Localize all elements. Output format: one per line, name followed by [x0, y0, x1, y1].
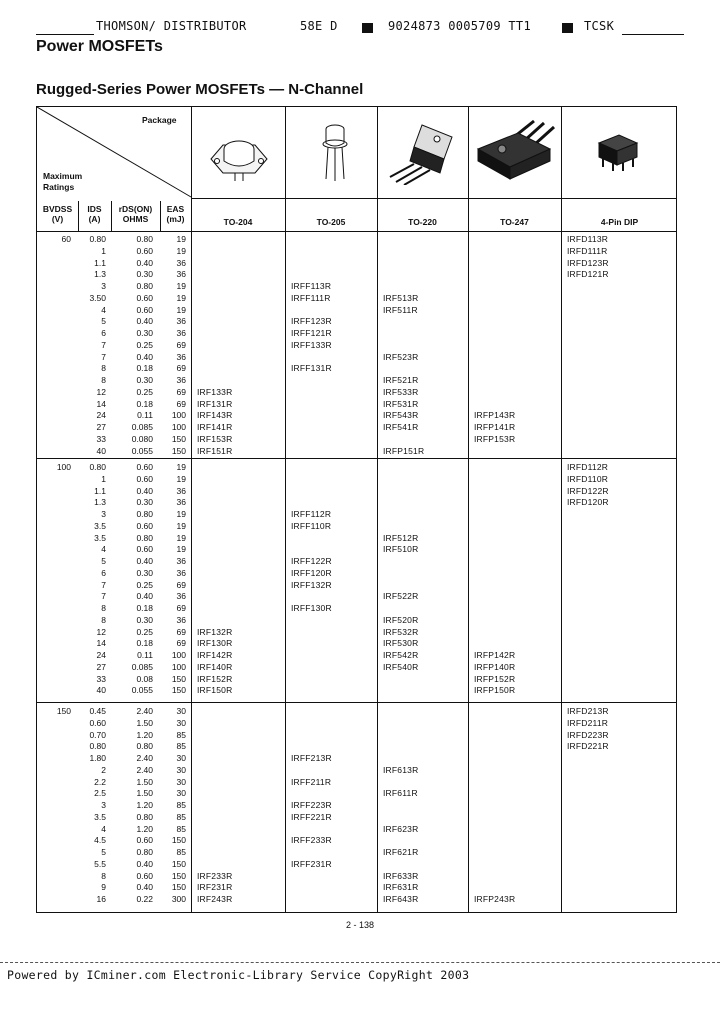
eas-value: 69	[176, 339, 186, 350]
eas-value: 300	[171, 894, 186, 904]
to247-part: IRFP243R	[474, 894, 516, 904]
rds-value: 0.30	[136, 567, 153, 578]
rds-value: 0.60	[136, 544, 153, 555]
ids-value: 5	[101, 847, 106, 857]
eas-value: 19	[176, 281, 186, 291]
ids-value: 2	[101, 764, 106, 775]
eas-value: 36	[176, 257, 186, 268]
to204-part: IRF233R	[197, 870, 233, 881]
to247-part: IRFP152R	[474, 673, 516, 684]
ids-value: 40	[96, 445, 106, 456]
to220-part: IRF633R	[383, 870, 419, 881]
ids-value: 6	[101, 567, 106, 578]
rds-value: 0.30	[136, 375, 153, 385]
eas-value: 30	[176, 764, 186, 775]
eas-value: 36	[176, 328, 186, 338]
rds-value: 0.18	[136, 363, 153, 374]
ids-value: 1.3	[94, 497, 106, 508]
to204-part: IRF133R	[197, 386, 233, 397]
to220-part: IRF631R	[383, 882, 419, 893]
rds-value: 0.085	[131, 661, 153, 672]
to205-part: IRFF133R	[291, 339, 332, 350]
to247-part: IRFP140R	[474, 661, 516, 672]
to205-part: IRFF120R	[291, 567, 332, 578]
eas-value: 30	[176, 788, 186, 799]
rds-value: 0.055	[131, 685, 153, 696]
rds-value: 0.30	[136, 497, 153, 508]
ids-value: 24	[96, 410, 106, 421]
mosfet-table	[36, 106, 677, 913]
ids-value: 2.5	[94, 788, 106, 799]
to205-part: IRFF223R	[291, 800, 332, 810]
group-divider	[37, 702, 676, 703]
eas-value: 36	[176, 351, 186, 362]
to205-package-icon	[315, 119, 355, 183]
ids-value: 0.80	[89, 462, 106, 472]
eas-value: 19	[176, 292, 186, 303]
footer-rule	[0, 962, 720, 963]
eas-value: 100	[171, 410, 186, 421]
dip-package-icon	[589, 119, 645, 175]
rds-value: 0.60	[136, 245, 153, 256]
to205-part: IRFF110R	[291, 520, 332, 531]
to205-part: IRFF113R	[291, 281, 332, 291]
rds-value: 2.40	[136, 764, 153, 775]
ids-value: 0.80	[89, 741, 106, 752]
section-title: Rugged-Series Power MOSFETs — N-Channel	[36, 81, 364, 98]
to205-part: IRFF221R	[291, 811, 332, 822]
to205-part: IRFF123R	[291, 316, 332, 327]
to205-part: IRFF121R	[291, 328, 332, 338]
ids-value: 3	[101, 800, 106, 810]
rds-value: 0.30	[136, 328, 153, 338]
rds-value: 0.40	[136, 485, 153, 496]
eas-value: 150	[171, 870, 186, 881]
eas-value: 19	[176, 520, 186, 531]
to204-part: IRF143R	[197, 410, 233, 421]
rds-value: 2.40	[136, 753, 153, 763]
eas-value: 30	[176, 753, 186, 763]
header-rule-right	[622, 34, 684, 35]
header-bottom-rule	[37, 231, 676, 232]
ids-value: 5	[101, 556, 106, 566]
rds-value: 0.80	[136, 741, 153, 752]
rds-value: 0.60	[136, 473, 153, 484]
rds-value: 0.60	[136, 835, 153, 846]
ids-value: 33	[96, 433, 106, 444]
to220-part: IRF522R	[383, 591, 419, 602]
rds-value: 0.60	[136, 520, 153, 531]
rds-value: 1.20	[136, 729, 153, 740]
eas-value: 36	[176, 497, 186, 508]
eas-value: 69	[176, 626, 186, 637]
ids-value: 14	[96, 638, 106, 649]
to247-part: IRFP142R	[474, 650, 516, 660]
to205-part: IRFF111R	[291, 292, 331, 303]
to247-part: IRFP141R	[474, 422, 516, 432]
ids-value: 3.5	[94, 520, 106, 531]
eas-value: 36	[176, 591, 186, 602]
eas-value: 150	[171, 835, 186, 846]
rds-value: 0.60	[136, 870, 153, 881]
to205-part: IRFF112R	[291, 509, 332, 519]
to220-part: IRF531R	[383, 398, 419, 409]
dip-part: IRFD113R	[567, 234, 609, 244]
rds-value: 0.30	[136, 614, 153, 625]
dip-part: IRFD110R	[567, 473, 609, 484]
ids-value: 3.5	[94, 811, 106, 822]
eas-value: 150	[171, 445, 186, 456]
package-header-to205: TO-205	[316, 217, 346, 227]
eas-value: 100	[171, 650, 186, 660]
eas-value: 30	[176, 717, 186, 728]
ids-value: 8	[101, 614, 106, 625]
rds-value: 0.40	[136, 316, 153, 327]
eas-header: EAS (mJ)	[166, 204, 185, 224]
rds-value: 1.50	[136, 788, 153, 799]
page-title: Power MOSFETs	[36, 38, 163, 55]
to205-part: IRFF132R	[291, 579, 332, 590]
to205-part: IRFF213R	[291, 753, 332, 763]
header-block-mark	[362, 23, 373, 33]
eas-value: 36	[176, 316, 186, 327]
eas-value: 30	[176, 776, 186, 787]
eas-value: 100	[171, 422, 186, 432]
bvdss-header: BVDSS (V)	[42, 204, 73, 224]
to204-part: IRF140R	[197, 661, 233, 672]
dip-part: IRFD120R	[567, 497, 609, 508]
to204-part: IRF153R	[197, 433, 233, 444]
rds-value: 0.40	[136, 591, 153, 602]
ids-value: 12	[96, 626, 106, 637]
ids-value: 12	[96, 386, 106, 397]
rds-value: 2.40	[136, 706, 153, 716]
rds-value: 0.30	[136, 269, 153, 280]
ids-value: 9	[101, 882, 106, 893]
to247-part: IRFP143R	[474, 410, 516, 421]
ids-value: 4	[101, 823, 106, 834]
ids-value: 7	[101, 591, 106, 602]
rds-value: 0.18	[136, 638, 153, 649]
to220-part: IRF623R	[383, 823, 419, 834]
package-header-to247: TO-247	[500, 217, 529, 227]
to220-part: IRF541R	[383, 422, 419, 432]
eas-value: 69	[176, 579, 186, 590]
ids-value: 2.2	[94, 776, 106, 787]
eas-value: 150	[171, 882, 186, 893]
to220-part: IRF643R	[383, 894, 419, 904]
ids-value: 5.5	[94, 858, 106, 869]
eas-value: 36	[176, 375, 186, 385]
ids-value: 24	[96, 650, 106, 660]
rds-value: 0.60	[136, 292, 153, 303]
package-label: Package	[142, 115, 177, 125]
to205-part: IRFF130R	[291, 603, 332, 613]
rds-value: 0.80	[136, 281, 153, 291]
ids-value: 0.60	[89, 717, 106, 728]
rds-value: 1.50	[136, 776, 153, 787]
ids-value: 1.1	[94, 485, 106, 496]
rds-value: 0.11	[137, 650, 153, 660]
ids-value: 27	[96, 661, 106, 672]
rds-header: rDS(ON) OHMS	[118, 204, 153, 224]
eas-value: 19	[176, 304, 186, 315]
to220-part: IRF540R	[383, 661, 419, 672]
ids-value: 1.1	[94, 257, 106, 268]
ids-value: 8	[101, 375, 106, 385]
to220-part: IRF523R	[383, 351, 419, 362]
max-ratings-label: Maximum Ratings	[43, 171, 83, 192]
ids-value: 1.3	[94, 269, 106, 280]
rds-value: 0.055	[131, 445, 153, 456]
to220-package-icon	[382, 119, 464, 185]
rds-value: 0.085	[131, 422, 153, 432]
rds-value: 0.80	[136, 532, 153, 543]
ids-value: 0.70	[89, 729, 106, 740]
ids-value: 3	[101, 281, 106, 291]
rds-value: 0.25	[136, 339, 153, 350]
ids-header: IDS (A)	[87, 204, 102, 224]
eas-value: 36	[176, 556, 186, 566]
rds-value: 0.80	[136, 811, 153, 822]
eas-value: 85	[176, 847, 186, 857]
rds-value: 0.18	[136, 398, 153, 409]
to204-part: IRF130R	[197, 638, 233, 649]
ids-value: 3.50	[89, 292, 106, 303]
dip-part: IRFD211R	[567, 717, 609, 728]
to220-part: IRF613R	[383, 764, 419, 775]
rds-value: 0.60	[136, 462, 153, 472]
ids-value: 7	[101, 339, 106, 350]
to204-package-icon	[207, 119, 271, 183]
bvdss-value: 150	[56, 706, 71, 716]
eas-value: 19	[176, 245, 186, 256]
eas-value: 100	[171, 661, 186, 672]
header-block-mark	[562, 23, 573, 33]
header-distributor: THOMSON/ DISTRIBUTOR	[96, 19, 247, 33]
dip-part: IRFD223R	[567, 729, 609, 740]
eas-value: 36	[176, 614, 186, 625]
rds-value: 1.20	[136, 800, 153, 810]
to220-part: IRF621R	[383, 847, 419, 857]
dip-part: IRFD112R	[567, 462, 609, 472]
dip-part: IRFD221R	[567, 741, 609, 752]
ids-value: 6	[101, 328, 106, 338]
to204-part: IRF142R	[197, 650, 233, 660]
package-row-rule	[191, 198, 676, 199]
eas-value: 19	[176, 473, 186, 484]
eas-value: 36	[176, 485, 186, 496]
to204-part: IRF151R	[197, 445, 233, 456]
eas-value: 19	[176, 462, 186, 472]
rds-value: 0.18	[136, 603, 153, 613]
dip-part: IRFD123R	[567, 257, 609, 268]
ids-value: 1	[101, 473, 106, 484]
dip-part: IRFD213R	[567, 706, 609, 716]
to204-part: IRF141R	[197, 422, 233, 432]
to205-part: IRFF122R	[291, 556, 332, 566]
header-code-2: 9024873 0005709 TT1	[388, 19, 531, 33]
to220-part: IRF512R	[383, 532, 419, 543]
ids-value: 33	[96, 673, 106, 684]
rds-value: 1.20	[136, 823, 153, 834]
eas-value: 150	[171, 858, 186, 869]
ids-value: 1	[101, 245, 106, 256]
eas-value: 150	[171, 433, 186, 444]
eas-value: 69	[176, 398, 186, 409]
rds-value: 0.25	[136, 386, 153, 397]
rds-value: 0.40	[136, 351, 153, 362]
dip-part: IRFD122R	[567, 485, 609, 496]
header-rule-left	[36, 34, 94, 35]
dip-part: IRFD121R	[567, 269, 609, 280]
to220-part: IRF530R	[383, 638, 419, 649]
rds-value: 0.25	[136, 626, 153, 637]
to204-part: IRF231R	[197, 882, 233, 893]
col-divider	[285, 107, 286, 912]
package-header-to204: TO-204	[223, 217, 253, 227]
to205-part: IRFF211R	[291, 776, 332, 787]
package-header-to220: TO-220	[408, 217, 437, 227]
rds-value: 0.80	[136, 509, 153, 519]
to220-part: IRFP151R	[383, 445, 425, 456]
ids-value: 0.45	[89, 706, 106, 716]
dip-part: IRFD111R	[567, 245, 608, 256]
group-divider	[37, 458, 676, 459]
rds-value: 0.080	[131, 433, 153, 444]
col-divider	[468, 107, 469, 912]
ids-value: 8	[101, 603, 106, 613]
to220-part: IRF520R	[383, 614, 419, 625]
ids-value: 27	[96, 422, 106, 432]
to220-part: IRF542R	[383, 650, 419, 660]
eas-value: 36	[176, 269, 186, 280]
rds-value: 0.40	[136, 882, 153, 893]
ids-value: 40	[96, 685, 106, 696]
rds-value: 0.22	[136, 894, 153, 904]
eas-value: 69	[176, 603, 186, 613]
rds-value: 1.50	[136, 717, 153, 728]
eas-value: 150	[171, 673, 186, 684]
eas-value: 85	[176, 741, 186, 752]
eas-value: 85	[176, 800, 186, 810]
to220-part: IRF532R	[383, 626, 419, 637]
to205-part: IRFF131R	[291, 363, 332, 374]
to204-part: IRF152R	[197, 673, 233, 684]
eas-value: 85	[176, 823, 186, 834]
to220-part: IRF510R	[383, 544, 419, 555]
ids-value: 3	[101, 509, 106, 519]
to247-package-icon	[474, 119, 558, 185]
rds-value: 0.25	[136, 579, 153, 590]
to220-part: IRF511R	[383, 304, 418, 315]
ids-value: 0.80	[89, 234, 106, 244]
to247-part: IRFP153R	[474, 433, 516, 444]
to220-part: IRF543R	[383, 410, 419, 421]
to220-part: IRF521R	[383, 375, 419, 385]
to204-part: IRF150R	[197, 685, 233, 696]
bvdss-value: 100	[56, 462, 71, 472]
ids-value: 1.80	[89, 753, 106, 763]
eas-value: 85	[176, 729, 186, 740]
eas-value: 36	[176, 567, 186, 578]
to204-part: IRF131R	[197, 398, 233, 409]
rds-value: 0.60	[136, 304, 153, 315]
eas-value: 69	[176, 386, 186, 397]
eas-value: 69	[176, 638, 186, 649]
col-divider	[561, 107, 562, 912]
page-number: 2 - 138	[345, 920, 375, 930]
header-code-1: 58E D	[300, 19, 338, 33]
to220-part: IRF611R	[383, 788, 418, 799]
rds-value: 0.40	[136, 556, 153, 566]
ids-value: 4	[101, 544, 106, 555]
rds-value: 0.11	[137, 410, 153, 421]
ids-value: 7	[101, 579, 106, 590]
eas-value: 19	[176, 234, 186, 244]
to247-part: IRFP150R	[474, 685, 516, 696]
to204-part: IRF243R	[197, 894, 233, 904]
eas-value: 19	[176, 544, 186, 555]
eas-value: 85	[176, 811, 186, 822]
eas-value: 19	[176, 509, 186, 519]
ids-value: 14	[96, 398, 106, 409]
to205-part: IRFF231R	[291, 858, 332, 869]
eas-value: 30	[176, 706, 186, 716]
to220-part: IRF533R	[383, 386, 419, 397]
bvdss-value: 60	[61, 234, 71, 244]
ids-value: 4.5	[94, 835, 106, 846]
to220-part: IRF513R	[383, 292, 419, 303]
ids-value: 8	[101, 870, 106, 881]
ids-value: 16	[96, 894, 106, 904]
col-divider	[191, 107, 192, 912]
eas-value: 69	[176, 363, 186, 374]
to204-part: IRF132R	[197, 626, 233, 637]
rds-value: 0.80	[136, 234, 153, 244]
footer-copyright: Powered by ICminer.com Electronic-Library Service CopyRight 2003	[7, 968, 470, 982]
package-header-dip: 4-Pin DIP	[600, 217, 639, 227]
col-divider	[377, 107, 378, 912]
ids-value: 3.5	[94, 532, 106, 543]
rds-value: 0.40	[136, 858, 153, 869]
eas-value: 19	[176, 532, 186, 543]
header-code-3: TCSK	[584, 19, 615, 33]
ids-value: 4	[101, 304, 106, 315]
to205-part: IRFF233R	[291, 835, 332, 846]
ids-value: 7	[101, 351, 106, 362]
rds-value: 0.80	[136, 847, 153, 857]
ids-value: 8	[101, 363, 106, 374]
eas-value: 150	[171, 685, 186, 696]
rds-value: 0.08	[136, 673, 153, 684]
rds-value: 0.40	[136, 257, 153, 268]
ids-value: 5	[101, 316, 106, 327]
